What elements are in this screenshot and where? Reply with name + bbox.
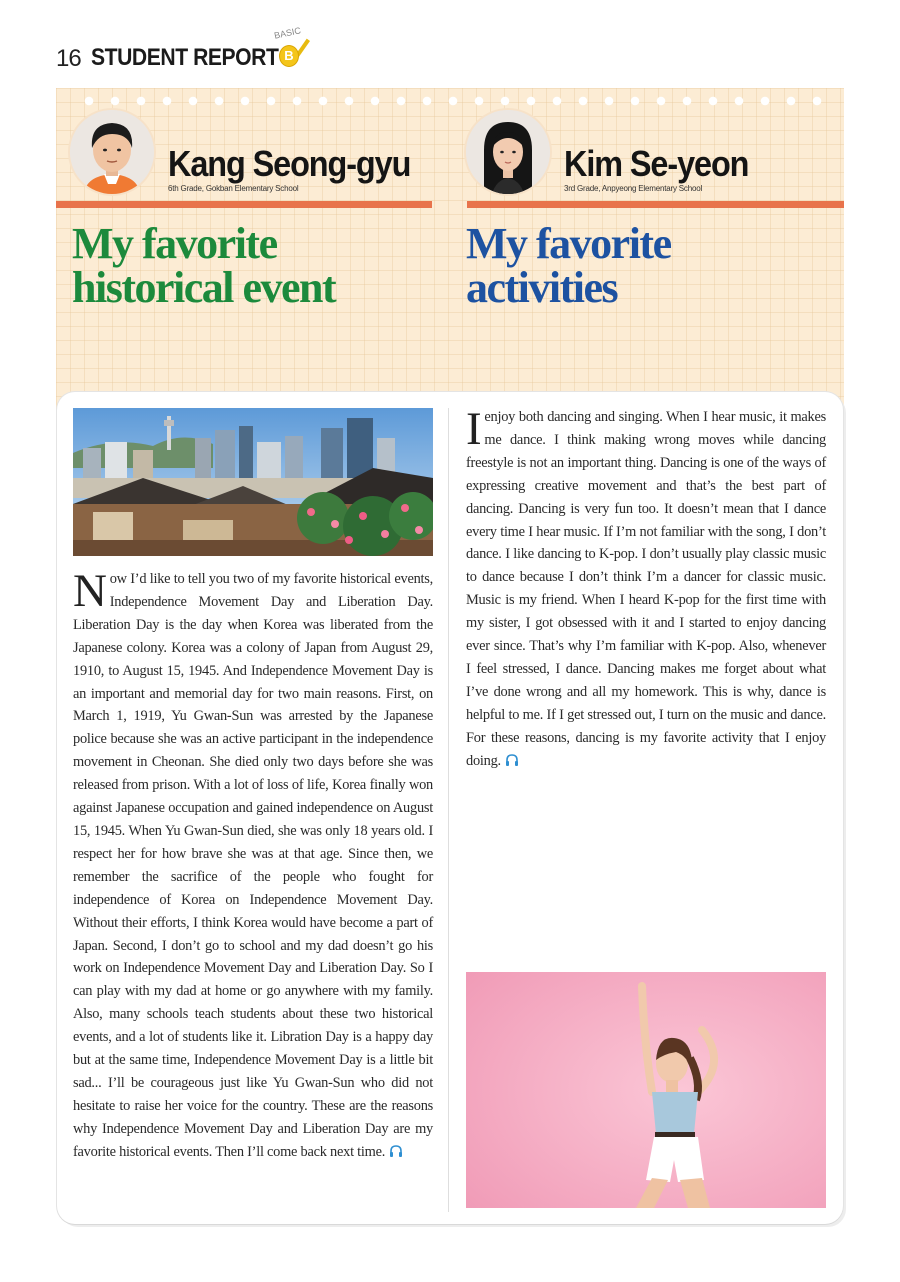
content-card [57, 392, 843, 1224]
dropcap: I [466, 403, 482, 455]
level-badge [273, 25, 304, 76]
section-title: STUDENT REPORT [91, 44, 279, 71]
article-body-right [466, 403, 826, 773]
author-profile-left [70, 110, 450, 200]
dancing-girl-photo [466, 972, 826, 1208]
column-divider [448, 408, 449, 1212]
headphones-icon [505, 754, 519, 766]
author-profile-right [466, 110, 846, 200]
title-line: historical event [72, 263, 336, 312]
article-title-right [466, 219, 826, 312]
avatar-boy [70, 110, 154, 194]
article-text: ow I’d like to tell you two of my favorite historical events, Independence Movement Day and Liberation Day. Liberation Day is the day when Korea was liberated from the Japanese colony. Korea was a colony of Japan from August 29, 1910, to August 15, 1945. And Independence Movement Day is an important and memorial day for two main reasons. First, on March 1, 1919, Yu Gwan-Sun was arrested by the Japanese police because she was an active participant in the independence movement in Cheonan. She died only two days before she was released from prison. With a lot of loss of life, Korea finally won against Japanese occupation and gained independence on August 15, 1945. When Yu Gwan-Sun died, she was only 18 years old. I respect her for how brave she was at that age. Since then, we remember the sacrifice of the people who fought for independence of Korea on Independence Movement Day. Without their efforts, I think Korea would have become a part of Japan. Second, I don’t go to school and my dad doesn’t go his work on Independence Movement Day and Liberation Day. So I can play with my dad at home or go anywhere with my family. Also, many schools teach students about these two historical events, and a lot of students like it. Libration Day is a happy day but at the same time, Independence Movement Day is a little bit sad... I’ll be courageous just like Yu Gwan-Sun who did not hesitate to raise her voice for the country. These are the reasons why Independence Movement Day and Liberation Day are my favorite historical events. Then I’ll come back next time. [73, 571, 433, 1160]
headphones-icon [389, 1145, 403, 1157]
seoul-hanok-photo [73, 408, 433, 556]
accent-rule-left [56, 201, 432, 208]
title-line: My favorite [72, 219, 277, 268]
level-letter: B [280, 46, 298, 66]
avatar-girl [466, 110, 550, 194]
banner-dot-border [76, 96, 824, 106]
page-number: 16 [56, 45, 81, 72]
author-school: 3rd Grade, Anpyeong Elementary School [564, 184, 703, 193]
author-school: 6th Grade, Gokban Elementary School [168, 184, 299, 193]
article-title-left [72, 219, 432, 312]
dropcap: N [73, 565, 107, 617]
title-banner [56, 88, 844, 418]
article-text: enjoy both dancing and singing. When I hear music, it makes me dance. I think making wrong moves while dancing freestyle is not an important thing. Dancing is one of the ways of expressing creative movement and that’s the best part of dancing. Dancing is very fun too. It doesn’t mean that I dance every time I hear music. If I’m not familiar with the song, I don’t dance. I like dancing to K-pop. I don’t usually play classic music to dance because I don’t think I’m a dancer for classic music. Music is my friend. When I heard K-pop for the first time with my sister, I got obsessed with it and I started to enjoy dancing ever since. That’s why I’m familiar with K-pop. Also, whenever I feel stressed, I dance. Dancing makes me forget about what I’ve done wrong and all my homework. This is why, dance is helpful to me. If I get stressed out, I turn on the music and dance. For these reasons, dancing is my favorite activity that I enjoy doing. [466, 409, 826, 769]
accent-rule-right [467, 201, 844, 208]
author-name: Kang Seong-gyu [168, 143, 411, 184]
article-body-left [73, 565, 433, 1164]
level-label: BASIC [273, 25, 302, 41]
title-line: My favorite [466, 219, 671, 268]
author-name: Kim Se-yeon [564, 143, 749, 184]
title-line: activities [466, 263, 618, 312]
